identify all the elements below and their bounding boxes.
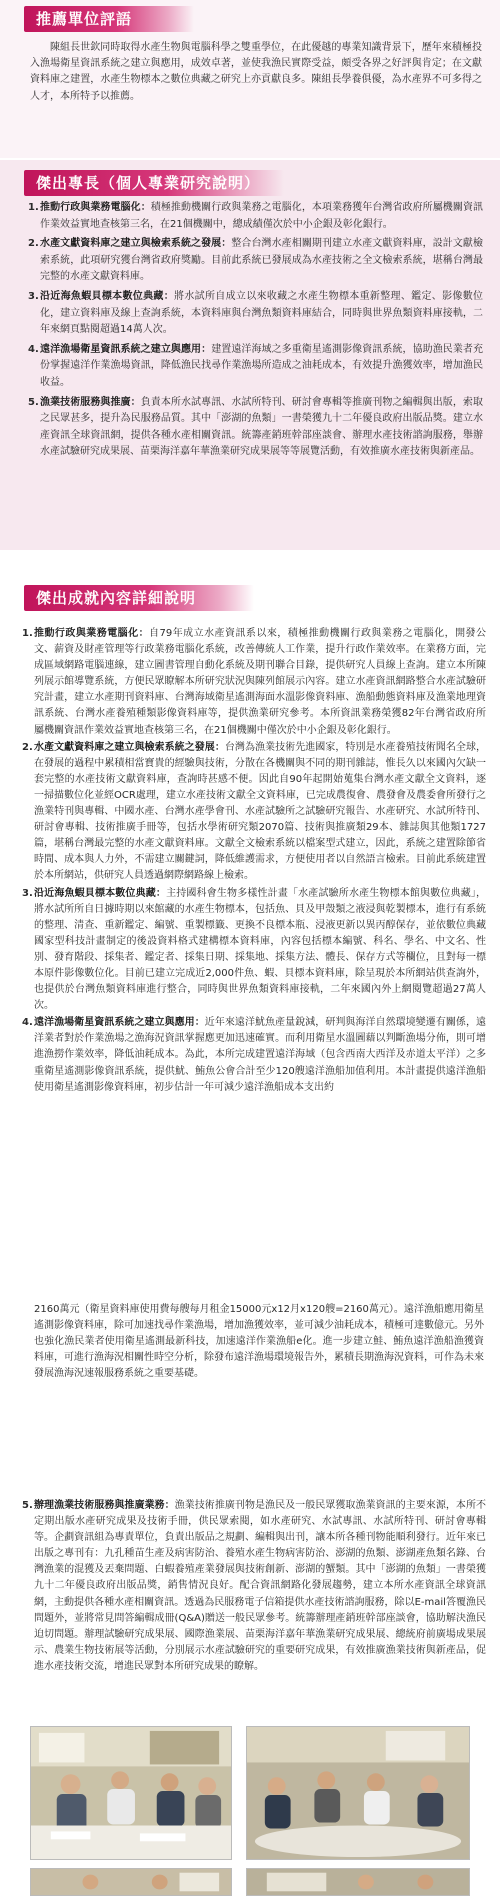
item-text: 積極推動機關行政與業務之電腦化，本項業務獲年台灣省政府所屬機關資訊作業效益實地查核第三名，在21個機關中，總成績僅次於中小企銀及彰化銀行。 <box>40 202 484 230</box>
meeting-photo <box>30 1868 232 1896</box>
item-heading: 辦理漁業技術服務與推廣業務： <box>34 1500 175 1511</box>
item-number: 4. <box>22 1017 33 1029</box>
item-heading: 推動行政與業務電腦化： <box>34 628 150 639</box>
item-number: 1. <box>22 628 33 639</box>
list-item <box>28 342 483 392</box>
achievements-list-continued <box>22 1498 486 1675</box>
list-item <box>28 200 483 233</box>
item-number: 3. <box>28 290 39 302</box>
meeting-photo <box>30 1726 232 1860</box>
item-text: 近年來遠洋魷魚產量銳減，研判與海洋自然環境變遷有關係，遠洋業者對於作業漁場之漁海況資訊掌握應更加迅速確實。而利用衛星水溫圖藉以判斷漁場分佈，則可增進漁撈作業效率，降低油耗成本。為此，本所完成建置遠洋海域（包含西南大西洋及赤道太平洋）之多重衛星遙測影像資訊系統，提供魷、鮪魚公會合計至少120艘遠洋漁船加值利用。本計畫提供遠洋漁船使用衛星遙測影像資料庫，初步估計一年可減少遠洋漁船成本支出約 <box>34 1017 487 1093</box>
achievements-heading: 傑出成就內容詳細說明 <box>24 585 254 611</box>
item-text: 將水試所自成立以來收藏之水產生物標本重新整理、鑑定、影像數位化，建立資料庫及線上查詢系統，本資料庫與台灣魚類資料庫結合，同時與世界魚類資料庫接軌，二年來網頁點閱超過14萬人次。 <box>40 290 484 336</box>
item-text: 台灣為漁業技術先進國家，特別是水產養殖技術聞名全球，在發展的過程中累積相當寶貴的經驗與技術，分散在各機關與不同的期刊雜誌，惟長久以來國內欠缺一套完整的水產技術文獻資料庫，查詢時甚感不便。因此自90年起開始蒐集台灣水產文獻全文資料，逐一掃描數位化並經OCR處理，建立水產技術文獻全文資料庫，已完成農復會、農發會及農委會所發行之漁業特刊與專輯、中國水產、台灣水產學會刊、水產試驗所之試驗研究報告、水產研究、水試所特刊、研討會專輯、技術推廣手冊等，包括水學術研究類2070篇、技術與推廣類29本、雜誌與其他類1727篇，堪稱台灣最完整的水產文獻資料庫。文獻全文檢索系統以檔案型式建立，因此，系統之建置除節省時間、成本與人力外，不需建立關鍵詞，降低維護需求，方便使用者以自然語言檢索。目前此系統建置於本所網站，供研究人員透過網際網路線上檢索。 <box>34 741 487 882</box>
continuation-text: 2160萬元（衛星資料庫使用費每艘每月租金15000元x12月x120艘=2160萬元）。遠洋漁船應用衛星遙測影像資料庫，除可加速找尋作業漁場，增加漁獲效率，並可減少油耗成本，積極可達數億元。另外也強化漁民業者使用衛星遙測最新科技，加速遠洋作業漁船e化。進一步建立鮭、鮪魚遠洋漁船漁獲資料庫，可進行漁海況相關性時空分析，除發布遠洋漁場環境報告外，累積長期漁海況資料，可作為未來發展漁海況速報服務系統之重要基礎。 <box>34 1304 484 1380</box>
list-item <box>22 740 486 885</box>
list-item <box>22 1498 486 1675</box>
item-heading: 漁業技術服務與推廣： <box>40 396 141 408</box>
item-number: 2. <box>22 741 33 753</box>
item-number: 4. <box>28 343 39 355</box>
item-text: 漁業技術推廣刊物是漁民及一般民眾獲取漁業資訊的主要來源，本所不定期出版水產研究成果及技術手冊，供民眾索閱，如水產研究、水試專訊、水試所特刊、研討會專輯等。企劃資訊組為專責單位，負責出版品之規劃、編輯與出刊，讓本所各種刊物能順利發行。近年來已出版之專刊有：九孔種苗生產及病害防治、養殖水產生物病害防治、澎湖的魚類、澎湖產魚類名錄、台灣漁業的混獲及丟棄問題、白蝦養殖產業發展與技術創新、澎湖的蟹類。其中「澎湖的魚類」一書榮獲九十二年優良政府出版品獎，銷售情況良好。配合資訊網路化發展趨勢，建立本所水產資訊全球資訊網，主動提供各種水產相關資訊。透過為民服務電子信箱提供水產技術諮詢服務，除以E-mail答覆漁民問題外，並將常見問答編輯成冊(Q&A)贈送一般民眾參考。統籌辦理產銷班幹部座談會，協助解決漁民迫切問題。辦理試驗研究成果展、國際漁業展、苗栗海洋嘉年華漁業研究成果展、總統府前廣場成果展示、農業生物技術展等活動，分別展示水產試驗研究的重要研究成果，有效推廣漁業技術與新產品，促進水產技術交流，增進民眾對本所研究成果的瞭解。 <box>34 1500 487 1672</box>
item-heading: 沿近海魚蝦貝標本數位典藏： <box>34 887 167 899</box>
list-item <box>28 236 483 286</box>
item-text: 整合台灣水產相關期刊建立水產文獻資料庫，設計文獻檢索系統，此項研究獲台灣省政府獎勵。目前此系統已發展成為水產技術之全文檢索系統，堪稱台灣最完整的水產文獻資料庫。 <box>40 238 484 283</box>
list-item <box>28 395 483 461</box>
item-number: 5. <box>28 396 39 408</box>
item-heading: 推動行政與業務電腦化： <box>40 202 151 213</box>
item-text: 自79年成立水產資訊系以來，積極推動機關行政與業務之電腦化，開發公文、薪資及財產管理等行政業務電腦化系統，改善傳統人工作業，提升行政作業效率。在業務方面，完成區域網路電腦連線，建立圖書管理自動化系統及期刊聯合目錄，提供研究人員線上查詢。建立本所陳列展示館導覽系統，方便民眾瞭解本所研究狀況與陳列館展示內容。建立水產資訊網路整合水產試驗研究計畫，建立水產期刊資料庫、台灣海域衛星遙測海面水溫影像資料庫、漁船動態資料庫及漁業地理資訊系統、台灣水產養殖種類影像資料庫等，提供漁業研究參考。本所資訊業務榮獲82年台灣省政府所屬機關資訊作業效益實地查核第三名，在21個機關中僅次於中小企銀及彰化銀行。 <box>34 628 486 736</box>
list-item <box>22 886 486 1015</box>
item-heading: 水產文獻資料庫之建立與檢索系統之發展： <box>40 238 232 250</box>
item-number: 1. <box>28 202 39 213</box>
list-item <box>28 289 483 339</box>
achievements-list <box>22 626 486 1097</box>
item-heading: 水產文獻資料庫之建立與檢索系統之發展： <box>34 741 225 753</box>
meeting-photo <box>246 1726 470 1860</box>
item-heading: 沿近海魚蝦貝標本數位典藏： <box>40 290 175 302</box>
item-heading: 遠洋漁場衛星資訊系統之建立與應用： <box>40 343 212 355</box>
item-text: 建置遠洋海域之多重衛星遙測影像資訊系統，協助漁民業者充份掌握遠洋作業漁場資訊，降低漁民找尋作業漁場所造成之油耗成本，有效提升漁獲效率，增加漁民收益。 <box>40 343 484 388</box>
list-item <box>22 1015 486 1095</box>
list-item <box>22 626 486 739</box>
item-number: 5. <box>22 1500 33 1511</box>
recommendation-heading: 推薦單位評語 <box>24 6 194 32</box>
item-heading: 遠洋漁場衛星資訊系統之建立與應用： <box>34 1017 205 1029</box>
meeting-photo <box>246 1868 470 1896</box>
item-number: 3. <box>22 887 33 899</box>
expertise-heading: 傑出專長（個人專業研究說明） <box>24 170 284 196</box>
item-number: 2. <box>28 238 39 250</box>
item-text: 主持國科會生物多樣性計畫「水產試驗所水產生物標本館與數位典藏」，將水試所所自日據時期以來館藏的水產生物標本，包括魚、貝及甲殼類之液浸與乾製標本，進行有系統的整理、清查、重新鑑定、編號、重製標籤、更換不良標本瓶、浸液更新以異丙醇保存，並依數位典藏國家型科技計畫制定的後設資料格式建構標本資料庫，內容包括標本編號、科名、學名、中文名、性別、發育階段、採集者、鑑定者、採集日期、採集地、採集方法、體長、保存方式等欄位，且對每一標本原件影像數位化。目前已建立完成近2,000件魚、蝦、貝標本資料庫，除呈現於本所網站供查詢外，也提供於台灣魚類資料庫進行整合，同時與世界魚類資料庫接軌，二年來國內外上網閱覽超過27萬人次。 <box>34 887 487 1012</box>
item-text: 負責本所水試專訊、水試所特刊、研討會專輯等推廣刊物之編輯與出版，索取之民眾甚多，提升為民服務品質。其中「澎湖的魚類」一書榮獲九十二年優良政府出版品獎。建立水產資訊全球資訊網，提供各種水產相關資訊。統籌產銷班幹部座談會、辦理水產技術諮詢服務，舉辦水產試驗研究成果展、苗栗海洋嘉年華漁業研究成果展等等展覽活動，有效推廣水產技術與新產品。 <box>40 396 484 458</box>
expertise-list <box>28 200 483 464</box>
recommendation-text: 陳組長世欽同時取得水產生物與電腦科學之雙重學位，在此優越的專業知識背景下，歷年來積極投入漁場衛星資訊系統之建立與應用，成效卓著，並使我漁民實際受益，頗受各界之好評與肯定；在文獻資料庫之建置，水產生物標本之數位典藏之研究上亦貢獻良多。陳組長學養俱優，為水產界不可多得之人才，本所特予以推薦。 <box>30 42 482 102</box>
